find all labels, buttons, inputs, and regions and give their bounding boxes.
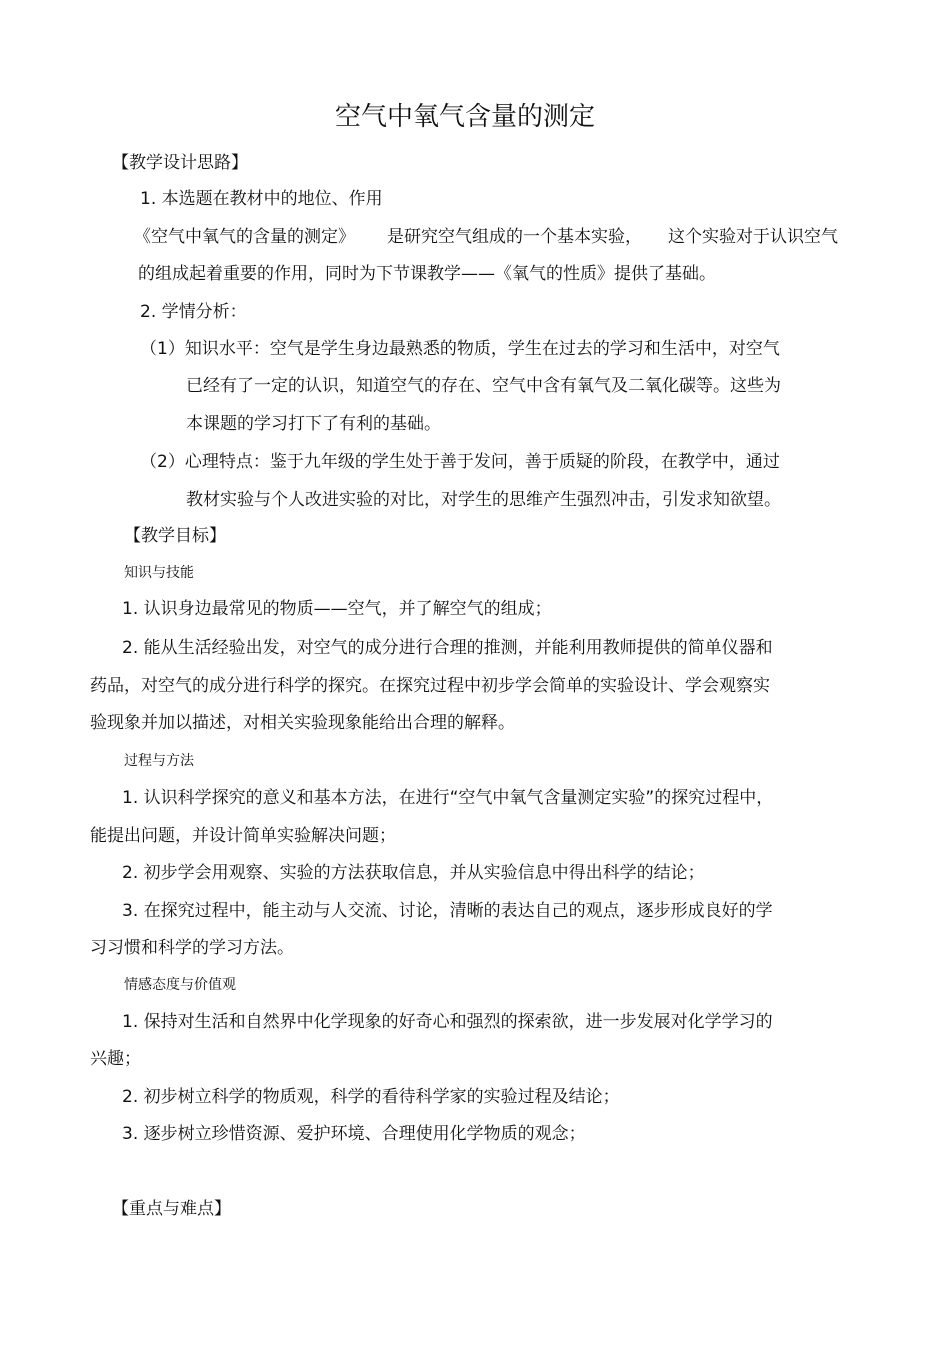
text-line: 兴趣； xyxy=(90,1049,141,1069)
text-line: 1. 认识身边最常见的物质——空气，并了解空气的组成； xyxy=(122,599,552,619)
text-line: 是研究空气组成的一个基本实验， xyxy=(387,227,642,247)
text-line: 已经有了一定的认识，知道空气的存在、空气中含有氧气及二氧化碳等。这些为 xyxy=(186,376,781,396)
document-title: 空气中氧气含量的测定 xyxy=(334,102,595,132)
subheading-attitude: 情感态度与价值观 xyxy=(124,977,236,993)
text-line: 习习惯和科学的学习方法。 xyxy=(90,938,294,958)
paragraph-heading-position: 1. 本选题在教材中的地位、作用 xyxy=(140,189,383,209)
text-line: 的组成起着重要的作用，同时为下节课教学——《氧气的性质》提供了基础。 xyxy=(138,264,716,284)
text-line: 《空气中氧气的含量的测定》 xyxy=(134,227,355,247)
text-line: 3. 逐步树立珍惜资源、爱护环境、合理使用化学物质的观念； xyxy=(122,1124,586,1144)
text-line: （1）知识水平：空气是学生身边最熟悉的物质，学生在过去的学习和生活中，对空气 xyxy=(140,339,780,359)
text-line: 能提出问题，并设计简单实验解决问题； xyxy=(90,826,396,846)
text-line: 2. 能从生活经验出发，对空气的成分进行合理的推测，并能利用教师提供的简单仪器和 xyxy=(122,638,773,658)
paragraph-heading-analysis: 2. 学情分析： xyxy=(140,302,247,322)
section-heading-goals: 【教学目标】 xyxy=(124,526,226,546)
section-heading-key-points: 【重点与难点】 xyxy=(112,1199,231,1219)
subheading-knowledge: 知识与技能 xyxy=(124,565,194,581)
text-line: 本课题的学习打下了有利的基础。 xyxy=(186,414,441,434)
text-line: 2. 初步学会用观察、实验的方法获取信息，并从实验信息中得出科学的结论； xyxy=(122,863,705,883)
section-heading-design: 【教学设计思路】 xyxy=(112,153,248,173)
text-line: 1. 认识科学探究的意义和基本方法，在进行“空气中氧气含量测定实验”的探究过程中， xyxy=(122,788,774,808)
text-line: 药品，对空气的成分进行科学的探究。在探究过程中初步学会简单的实验设计、学会观察实 xyxy=(90,676,770,696)
text-line: 教材实验与个人改进实验的对比，对学生的思维产生强烈冲击，引发求知欲望。 xyxy=(186,490,781,510)
text-line: 1. 保持对生活和自然界中化学现象的好奇心和强烈的探索欲，进一步发展对化学学习的 xyxy=(122,1012,773,1032)
subheading-process: 过程与方法 xyxy=(124,753,194,769)
text-line: 2. 初步树立科学的物质观，科学的看待科学家的实验过程及结论； xyxy=(122,1087,620,1107)
text-line: 这个实验对于认识空气 xyxy=(668,227,838,247)
text-line: 验现象并加以描述，对相关实验现象能给出合理的解释。 xyxy=(90,713,515,733)
text-line: 3. 在探究过程中，能主动与人交流、讨论，清晰的表达自己的观点，逐步形成良好的学 xyxy=(122,901,773,921)
text-line: （2）心理特点：鉴于九年级的学生处于善于发问，善于质疑的阶段，在教学中，通过 xyxy=(140,452,780,472)
